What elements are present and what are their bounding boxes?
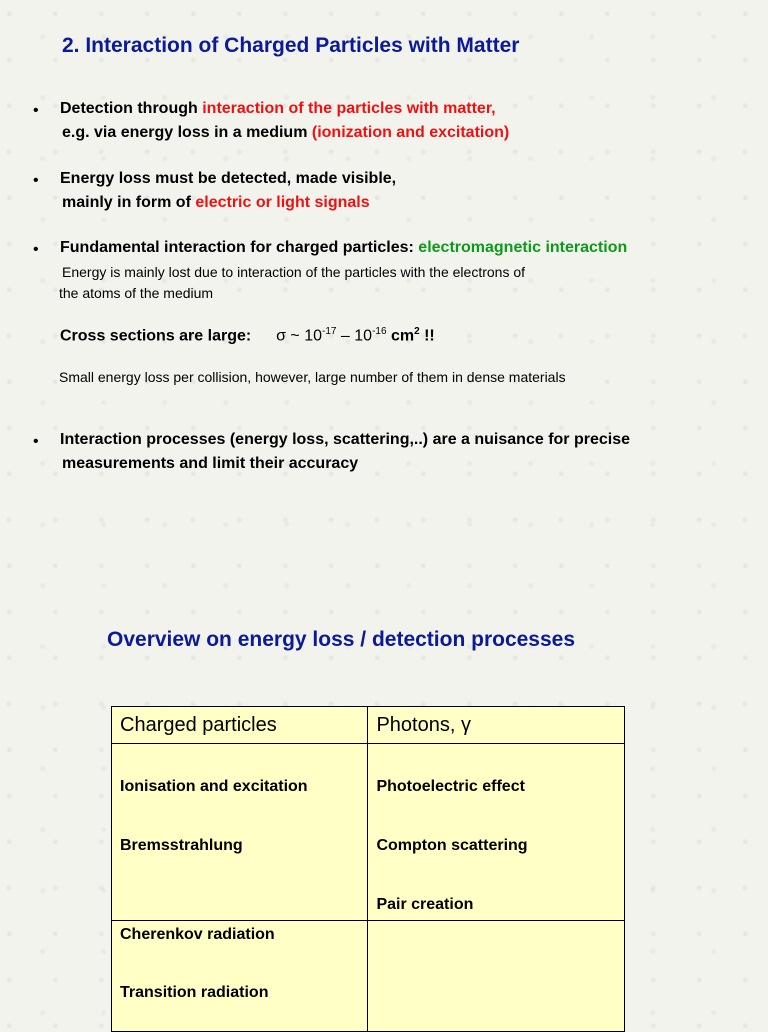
bullet-2-line-1: Energy loss must be detected, made visible, — [60, 170, 397, 187]
bullet-4-line-2: measurements and limit their accuracy — [62, 455, 359, 472]
table-row — [112, 744, 625, 921]
bullet-marker: • — [33, 433, 39, 450]
cross-section-dash: – 10 — [336, 327, 373, 345]
header-photons: Photons, γ — [368, 707, 625, 744]
exponent-1: -17 — [322, 326, 337, 337]
bullet-2-highlight: electric or light signals — [195, 194, 370, 211]
bullet-marker: • — [33, 241, 39, 258]
sigma-symbol: σ ~ 10 — [276, 327, 323, 345]
table-cell-item: Compton scattering — [376, 837, 528, 854]
table-cell-item: Cherenkov radiation — [120, 926, 275, 943]
process-table — [111, 706, 625, 1032]
table-cell-item: Transition radiation — [120, 984, 269, 1001]
bullet-marker: • — [33, 102, 39, 119]
cross-section-label: Cross sections are large: — [60, 327, 252, 345]
bullet-3-highlight: electromagnetic interaction — [418, 239, 628, 256]
bullet-4-line-1: Interaction processes (energy loss, scattering,..) are a nuisance for precise — [60, 431, 630, 448]
table-row — [112, 921, 625, 1032]
page-title: 2. Interaction of Charged Particles with Matter — [62, 34, 520, 57]
bullet-2-line-2 — [62, 194, 370, 212]
bullet-3-line-1 — [60, 239, 627, 257]
empty-cell — [368, 921, 625, 1032]
exponent-2: -16 — [372, 326, 387, 337]
bullet-1-line-2 — [62, 124, 509, 142]
bullet-3-note-3: Small energy loss per collision, however, large number of them in dense materials — [59, 369, 566, 385]
overview-title: Overview on energy loss / detection processes — [107, 628, 576, 651]
bullet-1-line-1 — [60, 100, 496, 118]
cross-section-unit: cm — [386, 327, 415, 345]
table-cell-item: Pair creation — [376, 896, 474, 913]
table-cell-item: Bremsstrahlung — [120, 837, 243, 854]
bullet-marker: • — [33, 172, 39, 189]
bullet-1-text-2: e.g. via energy loss in a medium — [62, 124, 308, 141]
bullet-3-note-1: Energy is mainly lost due to interaction of the particles with the electrons of — [62, 264, 526, 280]
cross-section-exclaim: !! — [419, 327, 435, 345]
bullet-1-text: Detection through — [60, 100, 198, 117]
unit-exponent: 2 — [414, 326, 420, 337]
cross-section-line — [60, 326, 435, 345]
bullet-3-note-2: the atoms of the medium — [59, 285, 214, 301]
bullet-1-highlight-2: (ionization and excitation) — [311, 124, 510, 141]
bullet-2-text: mainly in form of — [62, 194, 191, 211]
table-cell-item: Ionisation and excitation — [120, 778, 308, 795]
bullet-3-text: Fundamental interaction for charged particles: — [60, 239, 414, 256]
table-cell-item: Photoelectric effect — [376, 778, 525, 795]
table-header-row — [112, 707, 625, 744]
bullet-1-highlight: interaction of the particles with matter, — [202, 100, 496, 117]
header-charged-particles: Charged particles — [112, 707, 368, 744]
